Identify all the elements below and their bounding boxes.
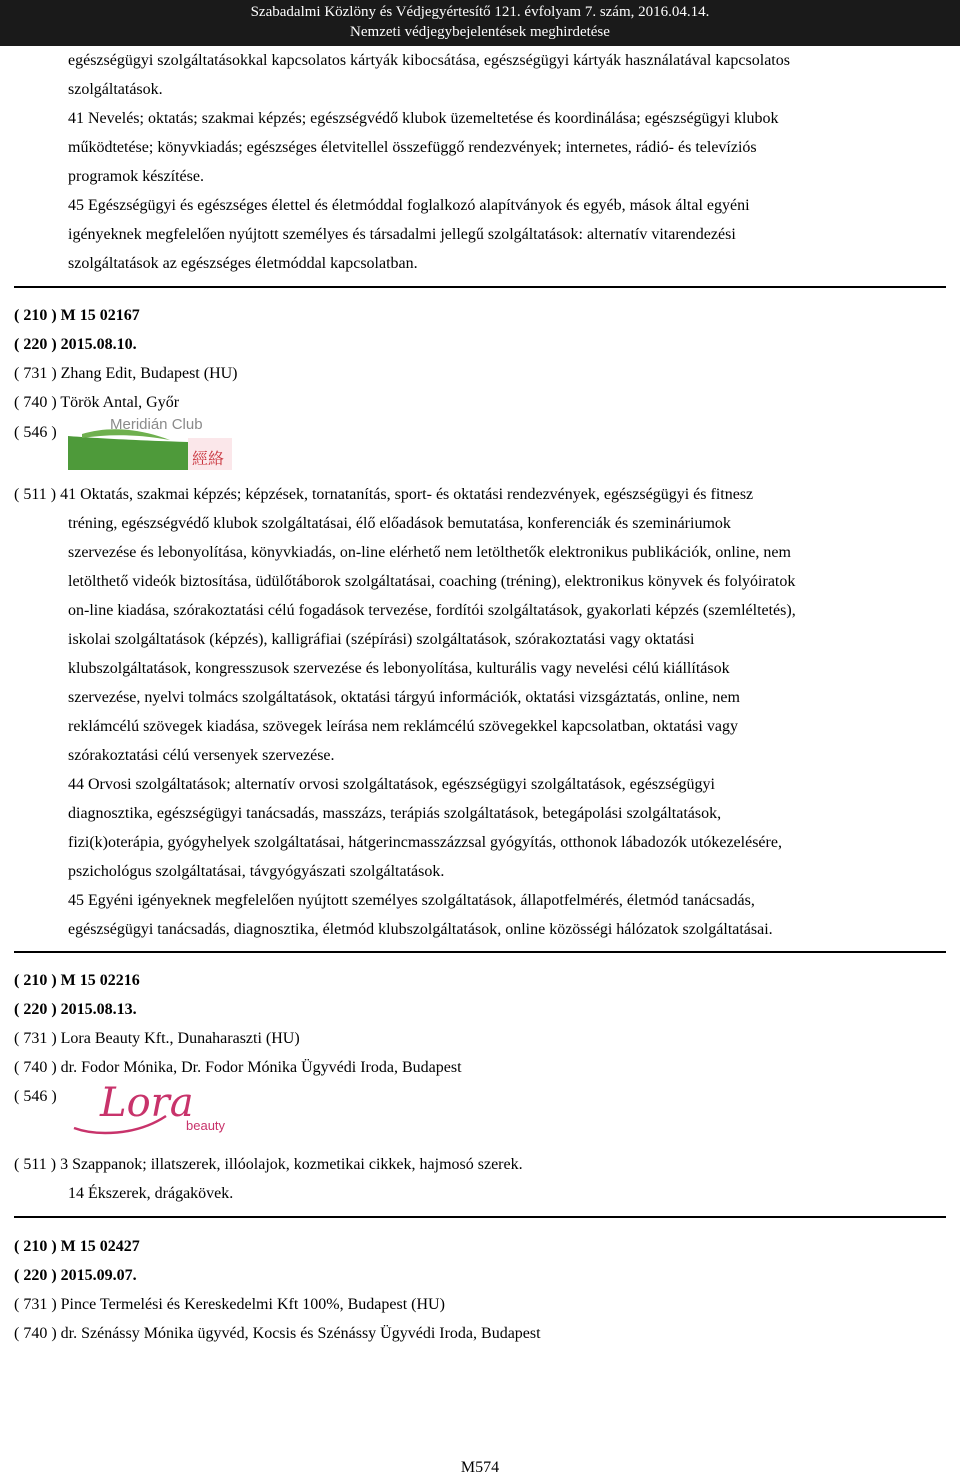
goods-line: egészségügyi tanácsadás, diagnosztika, életmód klubszolgáltatások, online közösségi hálózatok szolgáltatásai. [68,921,773,938]
goods-line: 14 Ékszerek, drágakövek. [68,1185,234,1202]
goods-line: klubszolgáltatások, kongresszusok szervezése és lebonyolítása, kulturális vagy nevelési célú kiállítások [68,660,730,677]
goods-line: iskolai szolgáltatások (képzés), kalligráfiai (szépírási) szolgáltatások, szórakoztatási vagy oktatási [68,631,695,648]
page-number: M574 [460,1459,500,1476]
field-511: ( 511 ) 41 Oktatás, szakmai képzés; képzések, tornatanítás, sport- és oktatási rendezvények, egészségügyi és fitnesz [14,486,754,503]
field-546: ( 546 ) [14,1088,57,1105]
entry-separator [14,286,946,288]
field-210: ( 210 ) M 15 02427 [14,1238,140,1255]
field-220: ( 220 ) 2015.08.10. [14,336,137,353]
top-line: programok készítése. [68,168,204,185]
goods-line: szórakoztatási célú versenyek szervezése. [68,747,335,764]
field-731: ( 731 ) Zhang Edit, Budapest (HU) [14,365,238,382]
top-line: egészségügyi szolgáltatásokkal kapcsolatos kártyák kibocsátása, egészségügyi kártyák használatával kapcsolatos [68,52,790,69]
lora-beauty-logo [66,1076,236,1142]
lora-logo-text: Lora [100,1080,194,1126]
field-731: ( 731 ) Pince Termelési és Kereskedelmi Kft 100%, Budapest (HU) [14,1296,445,1313]
goods-line: szervezése és lebonyolítása, könyvkiadás, on-line elérhető nem letölthetők elektronikus publikációk, online, nem [68,544,791,561]
goods-line: fizi(k)oterápia, gyógyhelyek szolgáltatásai, hátgerincmasszázzsal gyógyítás, otthonok lábadozók utókezelésére, [68,834,782,851]
top-line: 45 Egészségügyi és egészséges élettel és életmóddal foglalkozó alapítványok és egyéb, mások által egyéni [68,197,750,214]
goods-line: reklámcélú szövegek kiadása, szövegek leírása nem reklámcélú szövegekkel kapcsolatban, oktatási vagy [68,718,738,735]
page-header [0,0,960,46]
field-546: ( 546 ) [14,424,57,441]
top-line: 41 Nevelés; oktatás; szakmai képzés; egészségvédő klubok üzemeltetése és koordinálása; egészségügyi klubok [68,110,779,127]
goods-line: szervezése, nyelvi tolmács szolgáltatások, oktatási tárgyú információk, oktatási vizsgáztatás, online, nem [68,689,740,706]
goods-line: 44 Orvosi szolgáltatások; alternatív orvosi szolgáltatások, egészségügyi szolgáltatások, egészségügyi [68,776,715,793]
field-210: ( 210 ) M 15 02216 [14,972,140,989]
field-220: ( 220 ) 2015.08.13. [14,1001,137,1018]
top-line: igényeknek megfelelően nyújtott személyes és társadalmi jellegű szolgáltatások: alternatív vitarendezési [68,226,736,243]
field-740: ( 740 ) Török Antal, Győr [14,394,180,411]
field-210: ( 210 ) M 15 02167 [14,307,140,324]
goods-line: tréning, egészségvédő klubok szolgáltatásai, élő előadások bemutatása, konferenciák és szemináriumok [68,515,731,532]
meridian-club-logo [68,412,232,470]
goods-line: 45 Egyéni igényeknek megfelelően nyújtott személyes szolgáltatások, állapotfelmérés, életmód tanácsadás, [68,892,755,909]
field-731: ( 731 ) Lora Beauty Kft., Dunaharaszti (HU) [14,1030,300,1047]
goods-line: letölthető videók biztosítása, üdülőtáborok szolgáltatásai, coaching (tréning), elektronikus könyvek és folyóiratok [68,573,796,590]
field-220: ( 220 ) 2015.09.07. [14,1267,137,1284]
entry-separator [14,951,946,953]
goods-line: diagnosztika, egészségügyi tanácsadás, masszázs, terápiás szolgáltatások, betegápolási szolgáltatások, [68,805,722,822]
journal-title: Szabadalmi Közlöny és Védjegyértesítő 121. évfolyam 7. szám, 2016.04.14. [250,4,710,20]
field-740: ( 740 ) dr. Fodor Mónika, Dr. Fodor Mónika Ügyvédi Iroda, Budapest [14,1059,462,1076]
top-line: szolgáltatások. [68,81,163,98]
meridian-logo-text: Meridián Club [110,416,203,433]
goods-line: on-line kiadása, szórakoztatási célú fogadások tervezése, fordítói szolgáltatások, gyakorlati képzés (szemléltetés), [68,602,796,619]
top-line: működtetése; könyvkiadás; egészséges életvitellel összefüggő rendezvények; internetes, rádió- és televíziós [68,139,757,156]
goods-line: pszichológus szolgáltatásai, távgyógyászati szolgáltatások. [68,863,445,880]
top-line: szolgáltatások az egészséges életmóddal kapcsolatban. [68,255,418,272]
meridian-logo-glyphs: 經絡 [192,449,225,468]
section-title: Nemzeti védjegybejelentések meghirdetése [350,24,610,40]
field-511: ( 511 ) 3 Szappanok; illatszerek, illóolajok, kozmetikai cikkek, hajmosó szerek. [14,1156,523,1173]
lora-logo-sub: beauty [186,1118,226,1133]
entry-separator [14,1216,946,1218]
field-740: ( 740 ) dr. Szénássy Mónika ügyvéd, Kocsis és Szénássy Ügyvédi Iroda, Budapest [14,1325,541,1342]
